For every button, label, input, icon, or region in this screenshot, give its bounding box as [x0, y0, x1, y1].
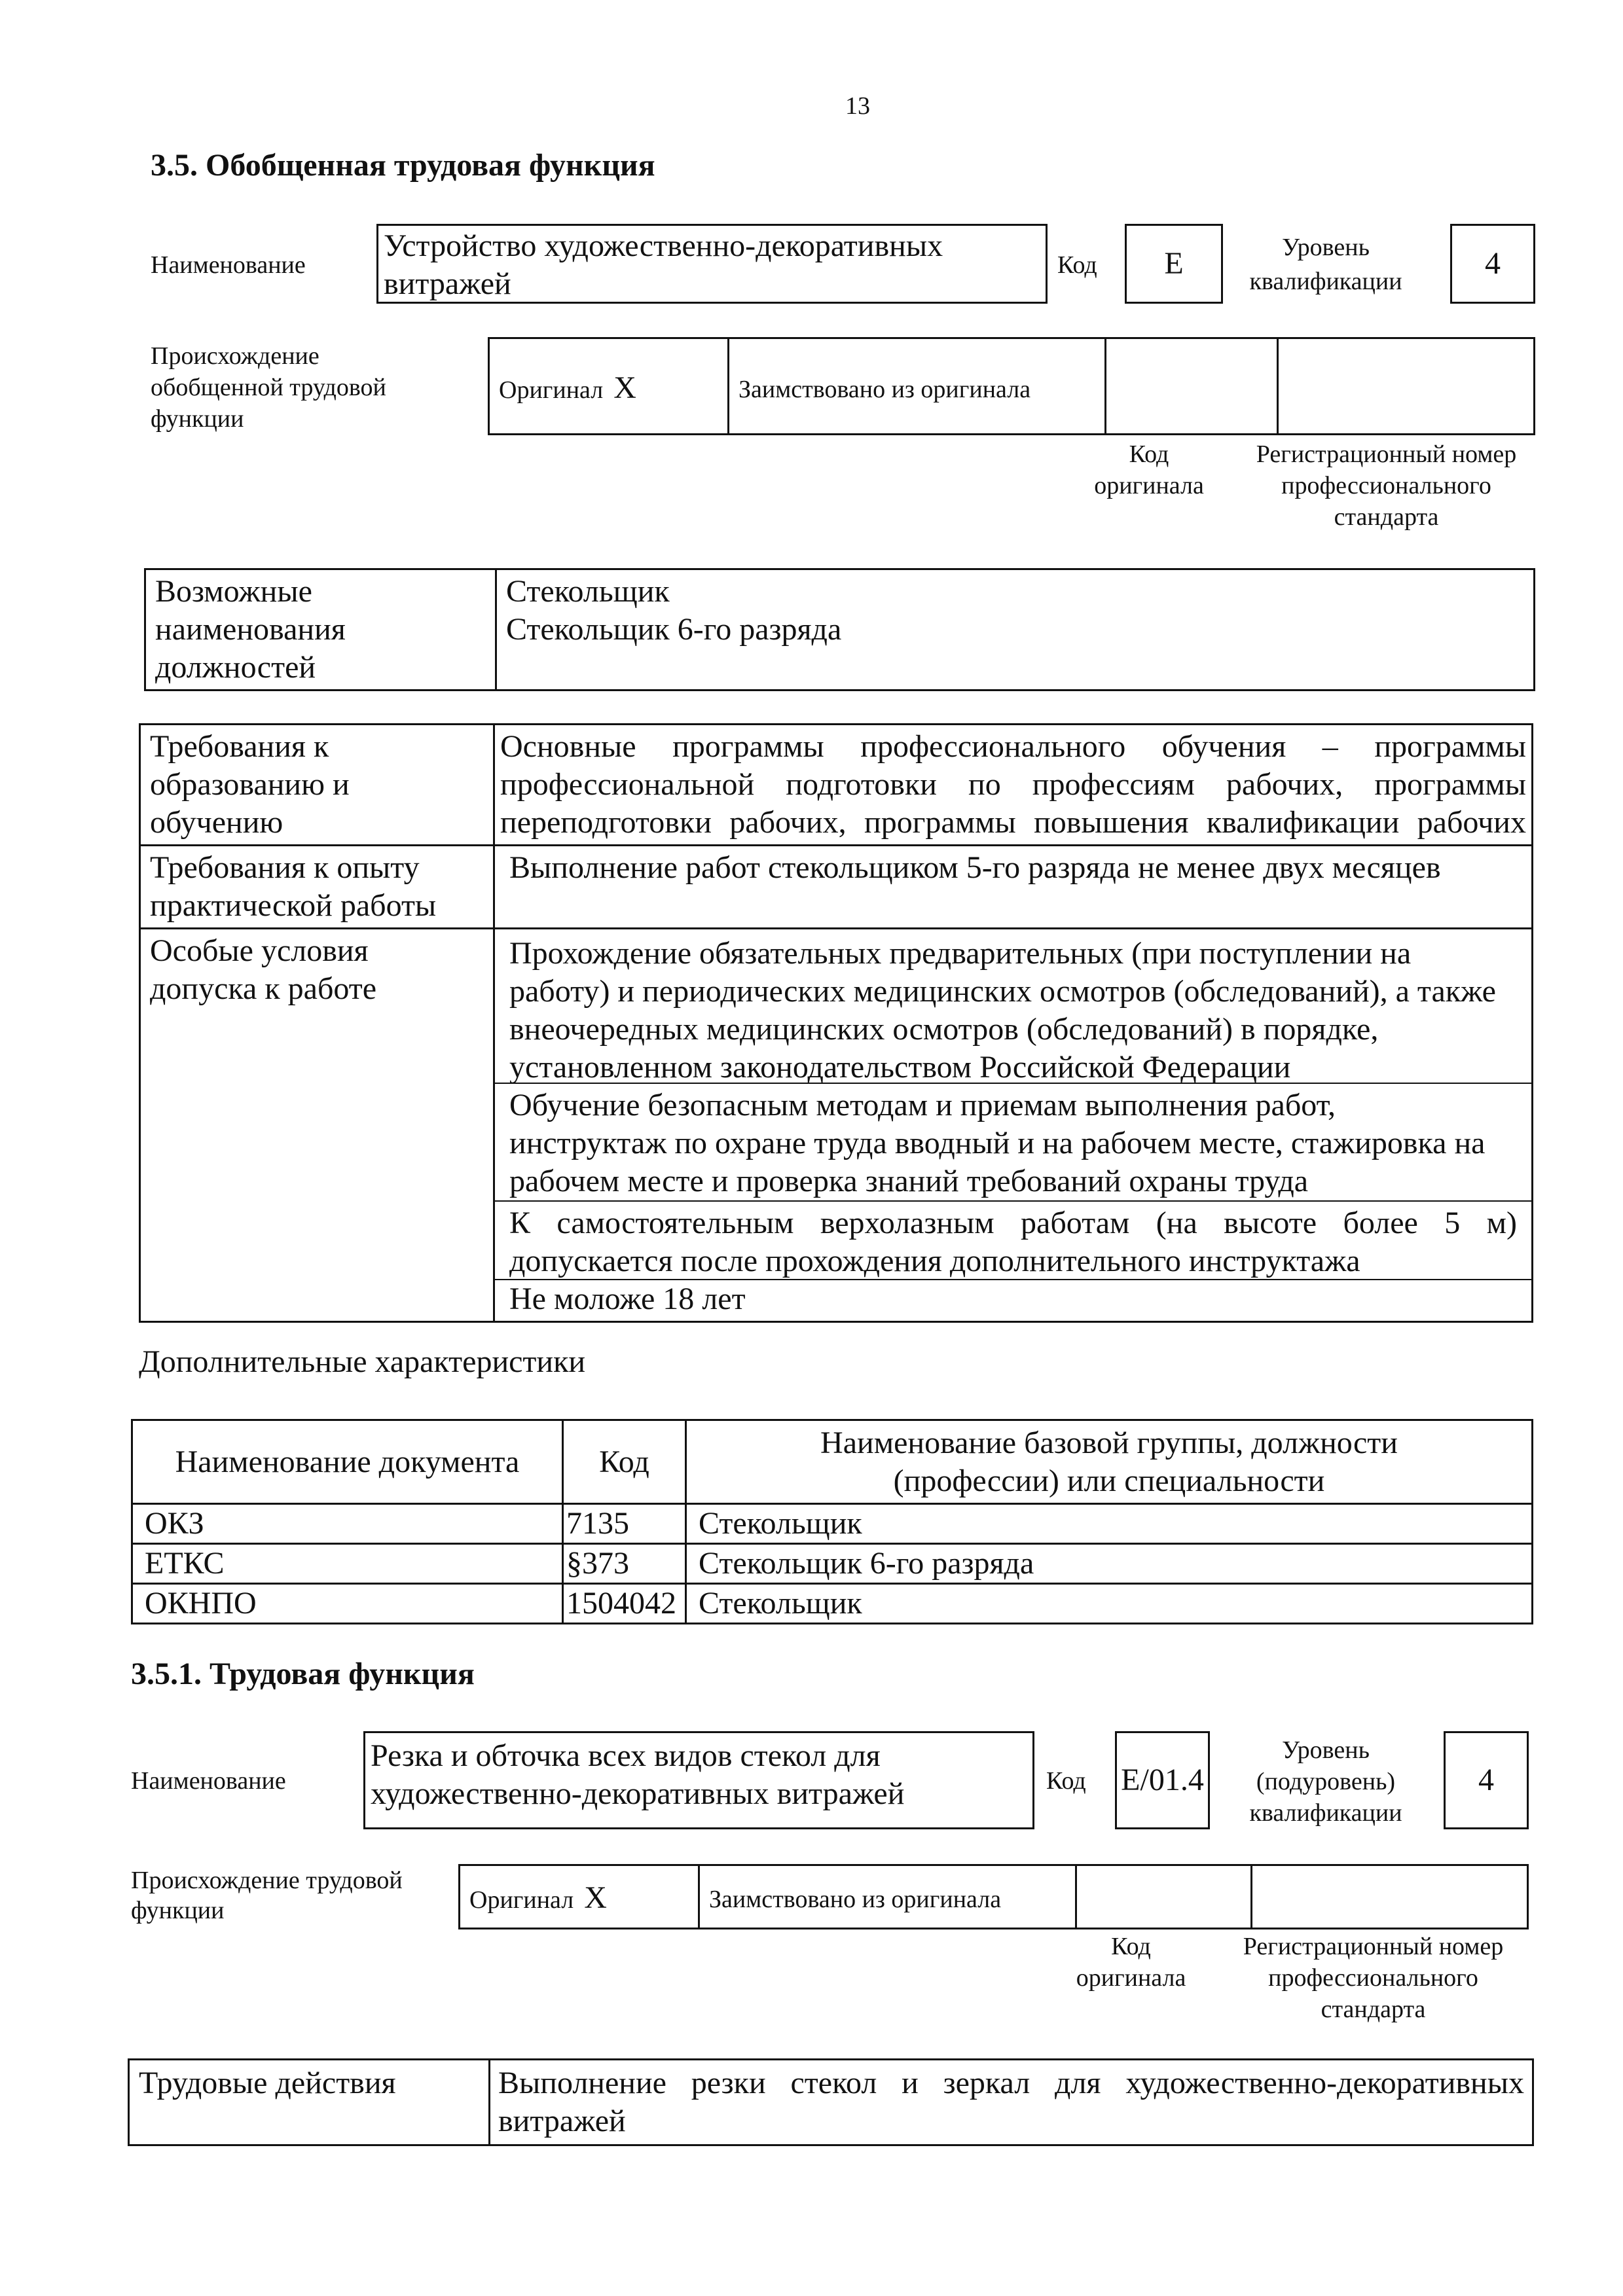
- row-code: §373: [563, 1544, 686, 1584]
- name-value-box: [376, 224, 1048, 304]
- caption-line: Регистрационный номер: [1243, 1933, 1504, 1960]
- special-item-line: внеочередных медицинских осмотров (обследований) в порядке,: [509, 1012, 1379, 1047]
- caption-line: Код: [1129, 440, 1169, 468]
- function-code-label: Код: [1046, 1767, 1086, 1795]
- position-item: Стекольщик 6-го разряда: [506, 612, 842, 647]
- level-label-line: (подуровень): [1256, 1768, 1396, 1795]
- function-origin-table: [458, 1864, 1529, 1929]
- function-reg-number-caption: [1218, 1931, 1529, 2025]
- borrowed-label: Заимствовано из оригинала: [709, 1886, 1002, 1913]
- additional-table: [131, 1419, 1533, 1624]
- edu-label: [140, 725, 494, 846]
- exp-label-line: Требования к опыту: [150, 850, 420, 885]
- original-cell: [489, 338, 729, 435]
- function-code-value: E/01.4: [1115, 1731, 1210, 1829]
- edu-label-line: обучению: [150, 805, 283, 840]
- row-code: 7135: [563, 1504, 686, 1544]
- borrowed-cell: [729, 338, 1106, 435]
- special-item: [495, 929, 1531, 1084]
- borrowed-cell: [699, 1865, 1076, 1929]
- row-name: Стекольщик: [686, 1584, 1533, 1624]
- row-doc: ОКНПО: [132, 1584, 563, 1624]
- special-conditions: [494, 929, 1533, 1322]
- special-item-line: допускается после прохождения дополнительного инструктажа: [509, 1244, 1360, 1278]
- original-mark: X: [584, 1880, 607, 1915]
- edu-value-line: Основные программы профессионального обучения – программы: [500, 729, 1526, 764]
- actions-table: [128, 2058, 1534, 2146]
- function-level-label: [1231, 1734, 1421, 1829]
- special-item-line: инструктаж по охране труда вводный и на рабочем месте, стажировка на: [509, 1126, 1486, 1160]
- origin-label-line: функции: [131, 1897, 225, 1924]
- table-row: [132, 1544, 1533, 1584]
- code-original-caption: [1064, 439, 1234, 501]
- original-mark: X: [613, 370, 636, 405]
- code-original-cell: [1106, 338, 1278, 435]
- reg-number-caption: [1237, 439, 1535, 533]
- positions-label-line: наименования: [155, 612, 346, 647]
- additional-title: Дополнительные характеристики: [139, 1344, 586, 1379]
- level-label-line: квалификации: [1249, 268, 1402, 295]
- special-item: Не моложе 18 лет: [509, 1282, 746, 1316]
- positions-label-line: Возможные: [155, 574, 312, 609]
- special-item-line: Прохождение обязательных предварительных (при поступлении на: [509, 936, 1412, 971]
- col-name-header: [686, 1420, 1533, 1504]
- name-label: Наименование: [151, 251, 306, 279]
- special-item-line: работу) и периодических медицинских осмотров (обследований), а также: [509, 974, 1496, 1009]
- special-label-line: допуска к работе: [150, 971, 377, 1006]
- special-item-line: К самостоятельным верхолазным работам (на высоте более 5 м): [509, 1206, 1517, 1240]
- row-doc: ОКЗ: [132, 1504, 563, 1544]
- caption-line: стандарта: [1334, 503, 1439, 531]
- borrowed-label: Заимствовано из оригинала: [739, 376, 1031, 403]
- col-code-header: Код: [563, 1420, 686, 1504]
- actions-value: [490, 2060, 1533, 2145]
- section-title: 3.5. Обобщенная трудовая функция: [151, 148, 655, 183]
- special-label-line: Особые условия: [150, 933, 369, 968]
- function-title: 3.5.1. Трудовая функция: [131, 1657, 475, 1691]
- origin-label: [151, 340, 386, 435]
- function-code-original-caption: [1044, 1931, 1218, 1994]
- reg-number-cell: [1252, 1865, 1528, 1929]
- function-level-value: 4: [1444, 1731, 1529, 1829]
- col-name-header-line: (профессии) или специальности: [893, 1463, 1325, 1498]
- function-origin-label: [131, 1865, 403, 1926]
- original-label: Оригинал: [499, 376, 604, 404]
- special-item-line: рабочем месте и проверка знаний требований охраны труда: [509, 1164, 1309, 1198]
- actions-value-line: витражей: [498, 2104, 626, 2138]
- special-label: [140, 929, 494, 1322]
- col-name-header-line: Наименование базовой группы, должности: [820, 1425, 1398, 1460]
- table-row: [132, 1504, 1533, 1544]
- origin-label-line: Происхождение: [151, 342, 319, 370]
- edu-label-line: образованию и: [150, 767, 350, 802]
- caption-line: оригинала: [1076, 1964, 1186, 1992]
- exp-label: [140, 846, 494, 929]
- edu-value-line: переподготовки рабочих, программы повышения квалификации рабочих: [500, 805, 1526, 840]
- row-name: Стекольщик 6-го разряда: [686, 1544, 1533, 1584]
- page-number: 13: [845, 92, 870, 120]
- original-label: Оригинал: [469, 1886, 574, 1914]
- special-item-line: Обучение безопасным методам и приемам выполнения работ,: [509, 1088, 1336, 1122]
- positions-value: [496, 569, 1535, 691]
- positions-table: [144, 568, 1535, 691]
- origin-label-line: обобщенной трудовой: [151, 374, 386, 401]
- positions-label: [145, 569, 496, 691]
- caption-line: оригинала: [1094, 472, 1204, 499]
- origin-label-line: Происхождение трудовой: [131, 1867, 403, 1894]
- level-label-line: Уровень: [1282, 1736, 1370, 1764]
- row-name: Стекольщик: [686, 1504, 1533, 1544]
- caption-line: стандарта: [1321, 1996, 1426, 2023]
- function-name-line: Резка и обточка всех видов стекол для: [371, 1738, 881, 1773]
- level-label-line: квалификации: [1249, 1799, 1402, 1827]
- table-row: [132, 1584, 1533, 1624]
- caption-line: Регистрационный номер: [1256, 440, 1517, 468]
- special-item: [495, 1084, 1531, 1202]
- name-value-line: витражей: [384, 266, 511, 301]
- function-name-line: художественно-декоративных витражей: [371, 1776, 905, 1811]
- actions-value-line: Выполнение резки стекол и зеркал для художественно-декоративных: [498, 2066, 1524, 2100]
- origin-table: [488, 337, 1535, 435]
- positions-label-line: должностей: [155, 650, 316, 685]
- exp-label-line: практической работы: [150, 888, 437, 923]
- edu-value: [494, 725, 1533, 846]
- code-original-cell: [1076, 1865, 1252, 1929]
- caption-line: профессионального: [1281, 472, 1491, 499]
- caption-line: профессионального: [1268, 1964, 1478, 1992]
- level-value: 4: [1450, 224, 1535, 304]
- position-item: Стекольщик: [506, 574, 670, 609]
- origin-label-line: функции: [151, 405, 244, 433]
- special-item: [495, 1202, 1531, 1280]
- name-value-line: Устройство художественно-декоративных: [384, 228, 943, 263]
- edu-label-line: Требования к: [150, 729, 329, 764]
- requirements-table: [139, 723, 1533, 1323]
- code-value: E: [1125, 224, 1223, 304]
- caption-line: Код: [1111, 1933, 1151, 1960]
- exp-value: Выполнение работ стекольщиком 5-го разряда не менее двух месяцев: [494, 846, 1533, 929]
- actions-label: Трудовые действия: [129, 2060, 490, 2145]
- reg-number-cell: [1278, 338, 1535, 435]
- original-cell: [460, 1865, 699, 1929]
- code-label: Код: [1057, 251, 1097, 279]
- level-label: [1244, 230, 1408, 298]
- function-name-box: [363, 1731, 1034, 1829]
- edu-value-line: профессиональной подготовки по профессиям рабочих, программы: [500, 767, 1526, 802]
- special-item-line: установленном законодательством Российской Федерации: [509, 1050, 1291, 1085]
- col-doc-header: Наименование документа: [132, 1420, 563, 1504]
- row-doc: ЕТКС: [132, 1544, 563, 1584]
- level-label-line: Уровень: [1282, 234, 1370, 261]
- function-name-label: Наименование: [131, 1767, 286, 1795]
- row-code: 1504042: [563, 1584, 686, 1624]
